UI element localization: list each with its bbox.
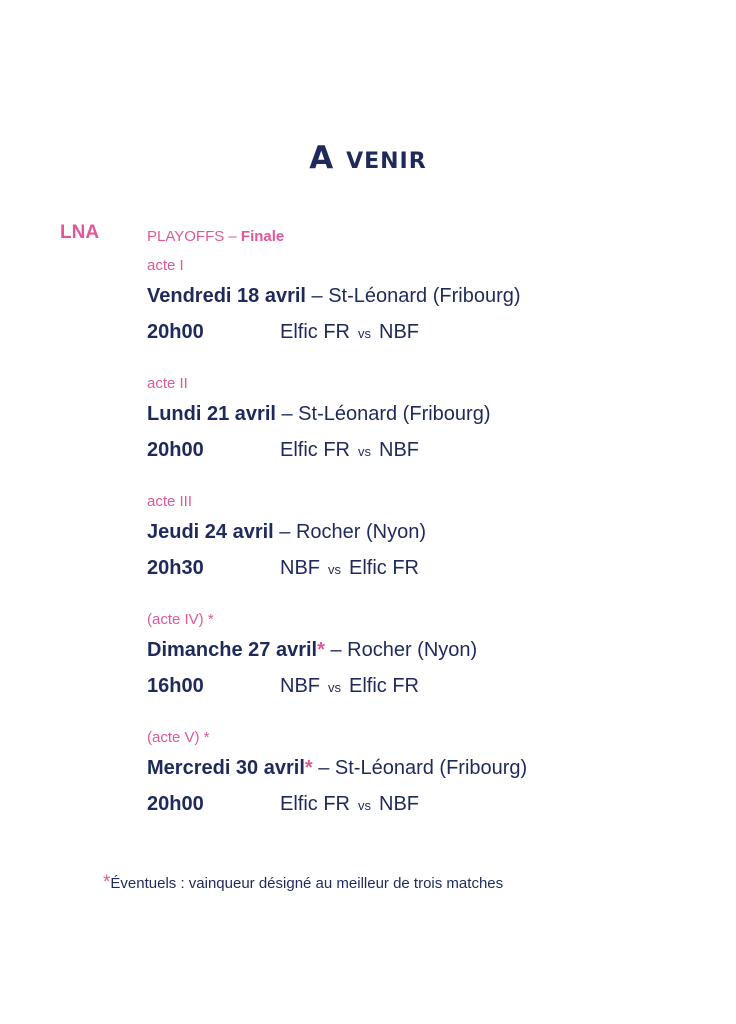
game-home: Elfic FR [280,793,350,815]
game-act: (acte V) * [147,729,210,746]
game-time: 20h00 [147,321,204,343]
competition-prefix: PLAYOFFS – [147,228,241,245]
footnote [103,872,503,894]
game-home: Elfic FR [280,439,350,461]
game-entry [147,608,707,726]
game-date-line [147,750,707,786]
game-time: 16h00 [147,675,204,697]
game-matchup [280,432,419,470]
game-matchup [280,668,419,706]
game-time-line [147,668,707,704]
game-away: Elfic FR [349,557,419,579]
game-day: Vendredi 18 avril [147,285,306,307]
game-star: * [304,757,313,779]
game-matchup [280,550,419,588]
game-date-line [147,514,707,550]
game-act: acte I [147,257,184,274]
game-vs: vs [358,326,371,341]
game-time: 20h00 [147,793,204,815]
game-date-line [147,396,707,432]
league-label: LNA [60,222,100,243]
game-home: Elfic FR [280,321,350,343]
game-vs: vs [358,444,371,459]
game-time-line [147,432,707,468]
game-away: NBF [379,793,419,815]
game-date-line [147,278,707,314]
game-time: 20h00 [147,439,204,461]
game-day: Lundi 21 avril [147,403,276,425]
game-vs: vs [358,798,371,813]
footnote-star: * [103,872,111,893]
game-entry [147,726,707,844]
game-vs: vs [328,562,341,577]
game-day: Mercredi 30 avril [147,757,305,779]
game-venue: – Rocher (Nyon) [273,521,427,543]
game-home: NBF [280,557,320,579]
game-time-line [147,314,707,350]
game-day: Jeudi 24 avril [147,521,274,543]
game-venue: – St-Léonard (Fribourg) [305,285,521,307]
game-time-line [147,550,707,586]
game-away: NBF [379,321,419,343]
footnote-text: Éventuels : vainqueur désigné au meilleur de trois matches [110,875,504,892]
game-act: acte II [147,375,188,392]
game-time: 20h30 [147,557,204,579]
game-vs: vs [328,680,341,695]
game-venue: – Rocher (Nyon) [324,639,478,661]
game-time-line [147,786,707,822]
competition-label [147,228,284,245]
game-home: NBF [280,675,320,697]
competition-stage: Finale [240,228,285,245]
game-entry [147,372,707,490]
game-away: NBF [379,439,419,461]
game-date-line [147,632,707,668]
page-title: A venir [309,140,427,176]
game-away: Elfic FR [349,675,419,697]
game-star: * [317,639,325,661]
game-matchup [280,314,419,352]
game-entry [147,490,707,608]
game-venue: – St-Léonard (Fribourg) [275,403,491,425]
game-act: (acte IV) * [147,611,214,628]
game-act: acte III [147,493,193,510]
game-venue: – St-Léonard (Fribourg) [312,757,528,779]
game-entry [147,254,707,372]
game-day: Dimanche 27 avril [147,639,318,661]
game-matchup [280,786,419,824]
games-list [147,254,707,844]
